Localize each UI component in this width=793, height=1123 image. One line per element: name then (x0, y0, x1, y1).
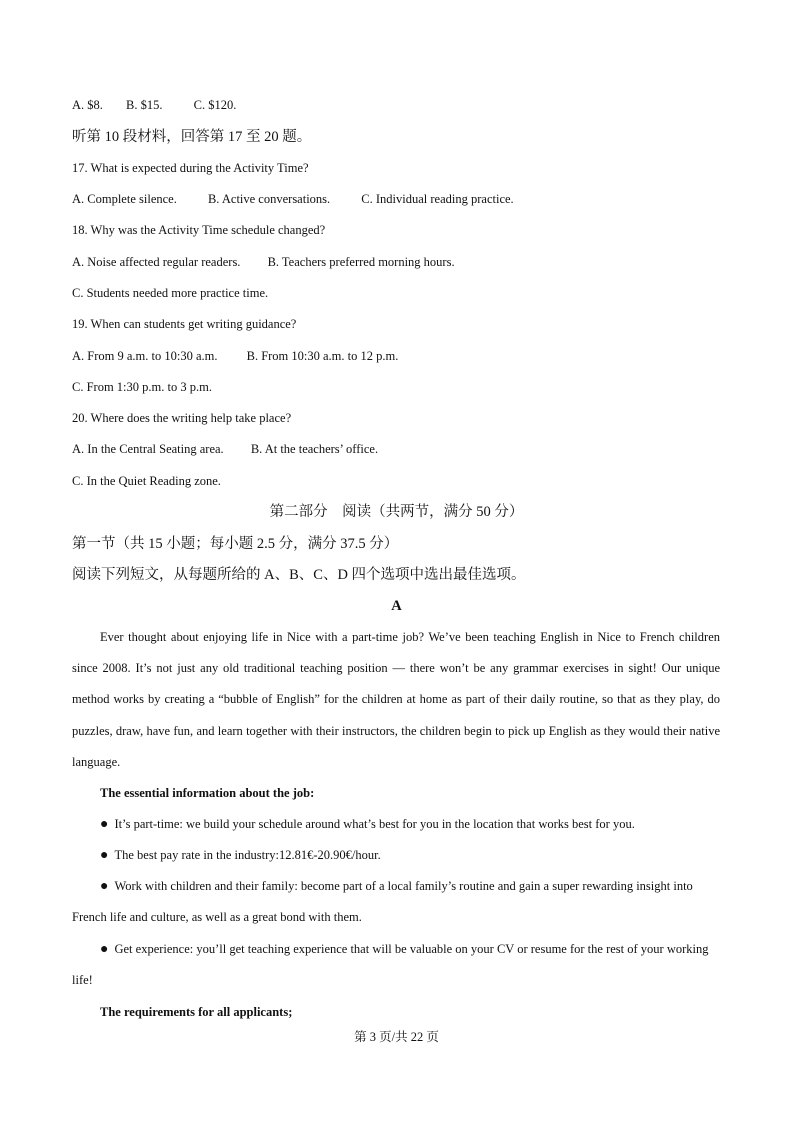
q18-option-a: A. Noise affected regular readers. (72, 255, 241, 269)
bullet-item (72, 840, 720, 871)
q18-option-c: C. Students needed more practice time. (72, 286, 269, 300)
requirements-heading: The requirements for all applicants; (100, 1005, 293, 1019)
q16-option-a: A. $8. (72, 98, 103, 112)
q18-option-b: B. Teachers preferred morning hours. (267, 255, 455, 269)
q18-options-row1 (72, 254, 455, 270)
q16-option-b: B. $15. (126, 98, 163, 112)
q20-option-a: A. In the Central Seating area. (72, 442, 224, 456)
section1-title: 第一节（共 15 小题；每小题 2.5 分，满分 37.5 分） (72, 536, 399, 552)
bullet-text: Get experience: you’ll get teaching experience that will be valuable on your CV or resume for the rest of your working life! (72, 942, 709, 988)
q19-options-row1 (72, 348, 398, 364)
bullet-icon: ● (100, 879, 109, 894)
bullet-item (72, 934, 720, 996)
passage-label: A (391, 598, 402, 614)
q19-option-c: C. From 1:30 p.m. to 3 p.m. (72, 380, 212, 394)
q17-option-b: B. Active conversations. (207, 192, 331, 206)
bullet-text: The best pay rate in the industry:12.81€-20.90€/hour. (114, 848, 381, 862)
q19-question: 19. When can students get writing guidance? (72, 317, 297, 331)
q20-options-row1 (72, 441, 378, 457)
q17-question: 17. What is expected during the Activity Time? (72, 161, 309, 175)
bullet-item (72, 871, 720, 933)
q19-option-b: B. From 10:30 a.m. to 12 p.m. (246, 349, 399, 363)
page-footer: 第 3 页/共 22 页 (354, 1030, 439, 1044)
passage-intro: Ever thought about enjoying life in Nice with a part-time job? We’ve been teaching English in Nice to French children since 2008. It’s not just any old traditional teaching position — there won’t be any grammar exercises in sight! Our unique method works by creating a “bubble of English” for the children at home as part of their daily routine, so that as they play, do puzzles, draw, have fun, and learn together with their instructors, the children begin to pick up English as they would their native language. (72, 630, 720, 769)
bullet-icon: ● (100, 817, 109, 832)
q16-options (72, 97, 236, 113)
q20-question: 20. Where does the writing help take place? (72, 411, 292, 425)
q20-option-b: B. At the teachers’ office. (250, 442, 379, 456)
essential-heading: The essential information about the job: (100, 786, 315, 800)
bullet-text: It’s part-time: we build your schedule around what’s best for you in the location that works best for you. (114, 817, 635, 831)
reading-instruction: 阅读下列短文，从每题所给的 A、B、C、D 四个选项中选出最佳选项。 (72, 567, 526, 583)
bullet-item (72, 809, 720, 840)
q17-option-c: C. Individual reading practice. (361, 192, 514, 206)
q17-options (72, 191, 514, 207)
q17-option-a: A. Complete silence. (72, 192, 177, 206)
bullet-text: Work with children and their family: become part of a local family’s routine and gain a super rewarding insight into French life and culture, as well as a great bond with them. (72, 879, 693, 925)
part2-title: 第二部分 阅读（共两节，满分 50 分） (269, 504, 524, 520)
q18-question: 18. Why was the Activity Time schedule changed? (72, 223, 326, 237)
q16-option-c: C. $120. (193, 98, 237, 112)
q19-option-a: A. From 9 a.m. to 10:30 a.m. (72, 349, 218, 363)
bullet-icon: ● (100, 942, 109, 957)
section-10-instruction: 听第 10 段材料，回答第 17 至 20 题。 (72, 129, 312, 145)
q20-option-c: C. In the Quiet Reading zone. (72, 474, 221, 488)
bullet-icon: ● (100, 848, 109, 863)
